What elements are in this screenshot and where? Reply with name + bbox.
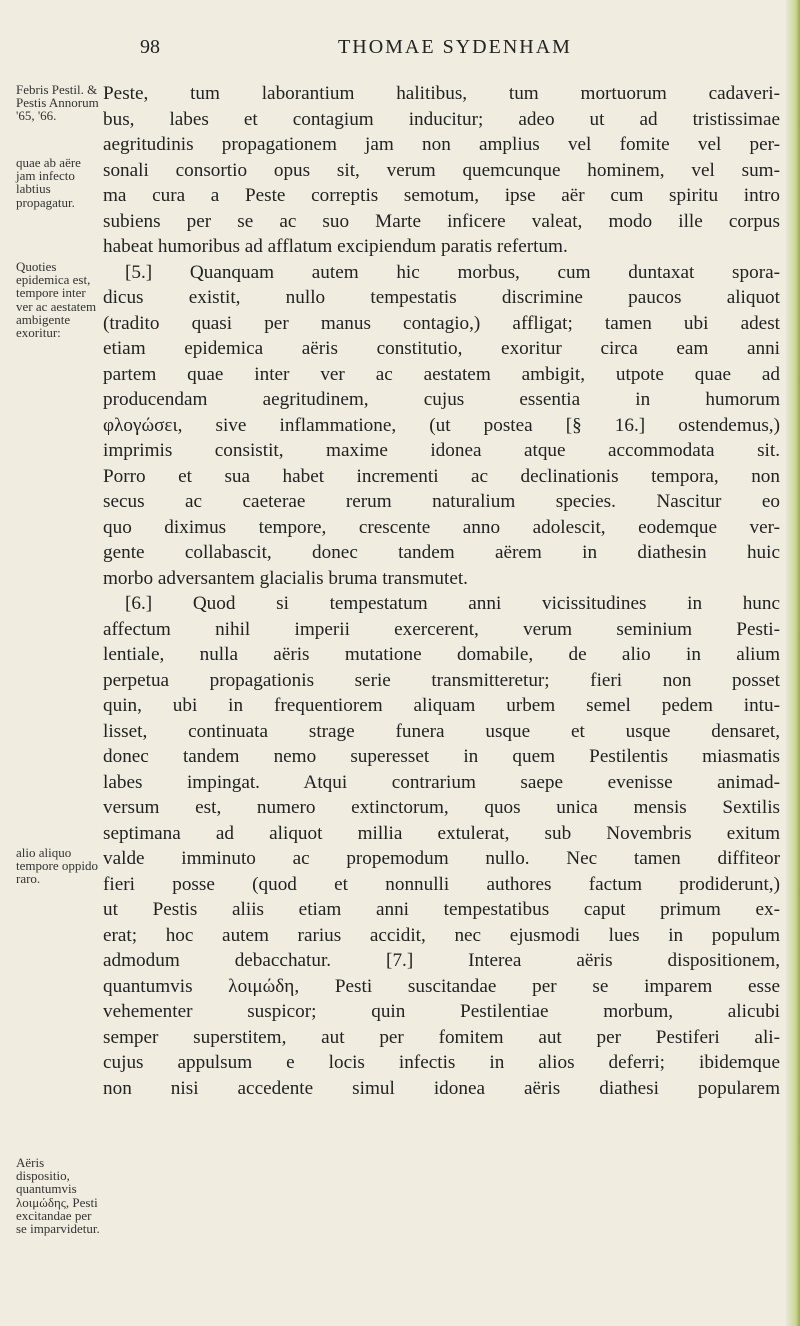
text-line: aegritudinis propagationem jam non amplius vel fomite vel per- (103, 134, 780, 155)
running-title: THOMAE SYDENHAM (338, 36, 572, 58)
text-line: quo diximus tempore, crescente anno adolescit, eodemque ver- (103, 516, 780, 538)
text-line: sonali consortio opus sit, verum quemcunque hominem, vel sum- (103, 159, 780, 181)
text-line: fieri posse (quod et nonnulli authores factum prodiderunt,) (103, 873, 780, 895)
text-line: versum est, numero extinctorum, quos unica mensis Sextilis (103, 797, 780, 818)
sidenote-aeris-dispositio: Aëris dispositio, quantumvis λοιμώδης, Pesti excitandae per se imparvidetur. (16, 1155, 100, 1237)
text-line: lisset, continuata strage funera usque et usque densaret, (103, 720, 780, 742)
text-line: ma cura a Peste correptis semotum, ipse aër cum spiritu intro (103, 185, 780, 206)
text-line: erat; hoc autem rarius accidit, nec ejusmodi lues in populum (103, 924, 780, 946)
main-text (103, 81, 780, 1101)
text-line: gente collabascit, donec tandem aërem in diathesin huic (103, 542, 780, 563)
text-line: Porro et sua habet incrementi ac declinationis tempora, non (103, 465, 780, 487)
text-line: [6.] Quod si tempestatum anni vicissitudines in hunc (125, 593, 780, 614)
sidenote-quae-ab-aere: quae ab aëre jam infecto labtius propagatur. (16, 155, 81, 210)
text-line: subiens per se ac suo Marte inficere valeat, modo ille corpus (103, 210, 780, 232)
text-line: habeat humoribus ad afflatum excipiendum paratis refertum. (103, 236, 568, 257)
text-line: labes impingat. Atqui contrarium saepe evenisse animad- (103, 771, 780, 793)
text-line: Peste, tum laborantium halitibus, tum mortuorum cadaveri- (103, 83, 780, 104)
text-line: semper superstitem, aut per fomitem aut per Pestiferi ali- (103, 1026, 780, 1048)
text-line: dicus existit, nullo tempestatis discrimine paucos aliquot (103, 287, 780, 308)
sidenote-quoties-epidemica: Quoties epidemica est, tempore inter ver ac aestatem ambigente exoritur: (16, 259, 97, 341)
text-line: non nisi accedente simul idonea aëris diathesi popularem (103, 1077, 780, 1099)
page-number: 98 (140, 36, 160, 58)
text-line: valde imminuto ac propemodum nullo. Nec tamen diffiteor (103, 848, 780, 869)
text-line: imprimis consistit, maxime idonea atque accommodata sit. (103, 440, 780, 461)
margin-notes (16, 0, 101, 1326)
text-line: producendam aegritudinem, cujus essentia in humorum (103, 389, 780, 410)
text-line: affectum nihil imperii exercerent, verum seminium Pesti- (103, 618, 780, 640)
sidenote-alio-aliquo-tempore: alio aliquo tempore oppido raro. (16, 845, 98, 887)
text-line: (tradito quasi per manus contagio,) affligat; tamen ubi adest (103, 312, 780, 334)
text-line: partem quae inter ver ac aestatem ambigit, utpote quae ad (103, 363, 780, 385)
text-line: bus, labes et contagium inducitur; adeo ut ad tristissimae (103, 108, 780, 130)
text-line: lentiale, nulla aëris mutatione domabile, de alio in alium (103, 644, 780, 665)
text-line: [5.] Quanquam autem hic morbus, cum duntaxat spora- (125, 261, 780, 283)
text-line: donec tandem nemo superesset in quem Pestilentis miasmatis (103, 746, 780, 767)
text-line: perpetua propagationis serie transmitteretur; fieri non posset (103, 669, 780, 691)
text-line: φλογώσει, sive inflammatione, (ut postea [§ 16.] ostendemus,) (103, 414, 780, 436)
text-line: secus ac caeterae rerum naturalium species. Nascitur eo (103, 491, 780, 512)
text-line: cujus appulsum e locis infectis in alios deferri; ibidemque (103, 1052, 780, 1073)
text-line: quantumvis λοιμώδη, Pesti suscitandae per se imparem esse (103, 975, 780, 997)
text-line: ut Pestis aliis etiam anni tempestatibus caput primum ex- (103, 899, 780, 920)
page-edge-shadow (786, 0, 800, 1326)
text-line: quin, ubi in frequentiorem aliquam urbem semel pedem intu- (103, 695, 780, 716)
page-header (140, 12, 770, 72)
text-line: etiam epidemica aëris constitutio, exoritur circa eam anni (103, 338, 780, 359)
sidenote-febris-pestil: Febris Pestil. & Pestis Annorum '65, '66. (16, 82, 99, 124)
text-line: admodum debacchatur. [7.] Interea aëris dispositionem, (103, 950, 780, 971)
text-line: vehementer suspicor; quin Pestilentiae morbum, alicubi (103, 1001, 780, 1022)
text-line: septimana ad aliquot millia extulerat, sub Novembris exitum (103, 822, 780, 844)
text-line: morbo adversantem glacialis bruma transmutet. (103, 567, 468, 589)
